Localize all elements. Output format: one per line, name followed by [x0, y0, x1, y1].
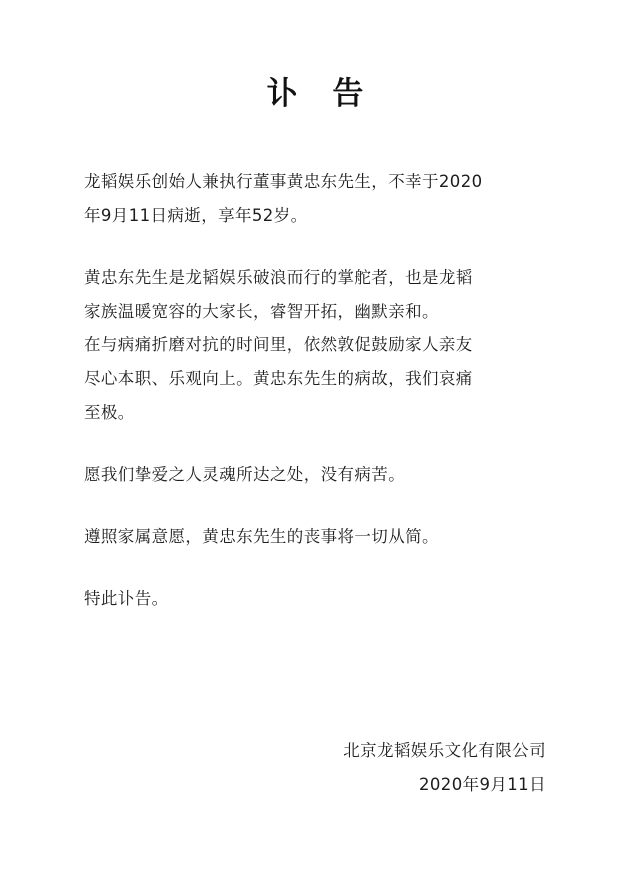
paragraph-line: 家族温暖宽容的大家长，睿智开拓，幽默亲和。	[84, 301, 439, 321]
paragraph-3	[84, 328, 546, 429]
paragraph-1	[84, 165, 546, 233]
signature-block	[343, 734, 546, 803]
paragraph-line: 特此讣告。	[84, 588, 169, 608]
paragraph-6	[84, 582, 546, 616]
paragraph-2	[84, 261, 546, 329]
paragraph-line: 年9月11日病逝，享年52岁。	[84, 206, 308, 225]
signature-date: 2020年9月11日	[419, 775, 546, 795]
paragraph-line: 黄忠东先生是龙韬娱乐破浪而行的掌舵者，也是龙韬	[84, 267, 473, 287]
paragraph-line: 愿我们挚爱之人灵魂所达之处，没有病苦。	[84, 464, 406, 484]
paragraph-line: 尽心本职、乐观向上。黄忠东先生的病故，我们哀痛	[84, 369, 473, 389]
paragraph-4	[84, 458, 546, 492]
paragraph-line: 龙韬娱乐创始人兼执行董事黄忠东先生，不幸于2020	[84, 172, 483, 192]
document-body	[84, 165, 546, 615]
paragraph-5	[84, 520, 546, 554]
page-title: 讣 告	[266, 76, 376, 112]
paragraph-line: 遵照家属意愿，黄忠东先生的丧事将一切从简。	[84, 526, 439, 546]
signature-organization: 北京龙韬娱乐文化有限公司	[343, 740, 546, 760]
paragraph-line: 在与病痛折磨对抗的时间里，依然敦促鼓励家人亲友	[84, 335, 473, 355]
paragraph-line: 至极。	[84, 403, 135, 423]
